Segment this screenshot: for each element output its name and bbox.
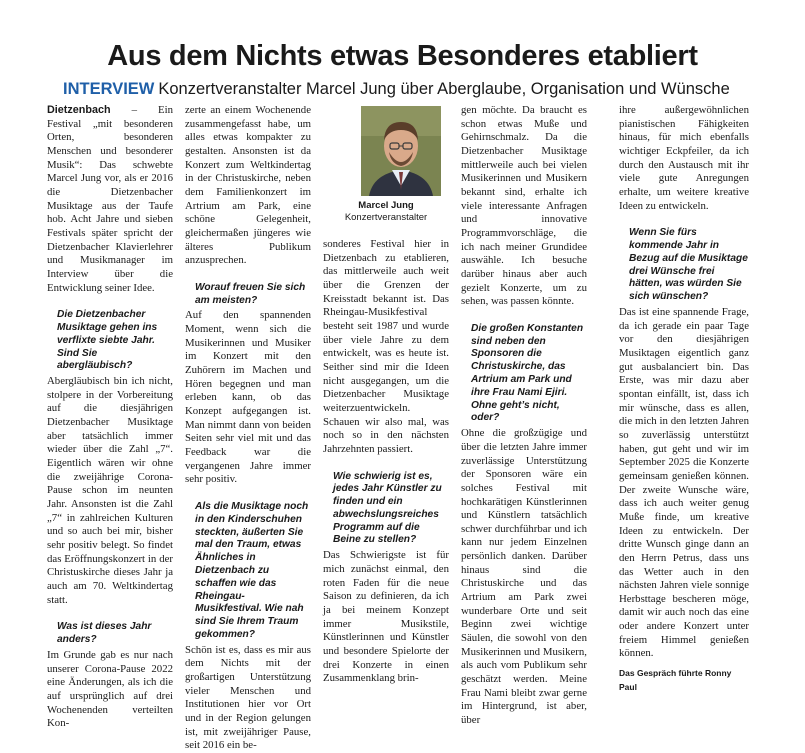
article-subheadline (63, 80, 763, 99)
question: Worauf freuen Sie sich am meisten? (195, 281, 306, 306)
answer-paragraph: Das ist eine spannende Frage, da ich gerade ein paar Tage vor den diesjährigen Musiktagen eigentlich ganz gut ausbalanciert bin. Das Erste, was mir dazu aber spontan einfällt, ist, dass ich mir wünsche, dass es allen, die mich in den letzten Jahren so zuverlässig unterstützt haben, gut geht und wir im September 2025 die Konzerte gemeinsam genießen können. Der zweite Wunsche wäre, dass ich auch weiter genug Muße finde, um kreative Ideen zu entwickeln. Der dritte Wunsch ginge dann an den Herrn Petrus, dass uns das Wetter auch in den nächsten Jahren viele sonnige Herbsttage bescheren möge, damit wir auch noch das eine oder andere Konzert unter freiem Himmel genießen können. (619, 306, 749, 660)
article-column-1 (47, 104, 173, 731)
answer-paragraph: Abergläubisch bin ich nicht, stolpere in der Vorbereitung auf die diesjährigen Dietzenbacher Musiktage aber tatsächlich immer wieder über die Zahl „7“. Eigentlich wären wir ohne die zweijährige Corona-Pause schon im neunten Jahr. Ansonsten ist die Zahl „7“ in zahlreichen Kulturen und so auch bei mir, bisher sehr positiv belegt. So findet das Eröffnungskonzert in der Christuskirche dieses Jahr ja auch am 70. Weltkindertag statt. (47, 375, 173, 606)
photo-caption-name: Marcel Jung (358, 200, 414, 211)
answer-paragraph: Im Grunde gab es nur nach unserer Corona-Pause 2022 eine Änderungen, als ich die auf ursprünglich auf drei Wochenenden verteilten Kon- (47, 648, 173, 730)
question: Als die Musiktage noch in den Kinderschuhen steckten, äußerten Sie mal den Traum, etwas Ähnliches in Dietzenbach zu schaffen wie das Rheingau-Musikfestival. Wie nah sind Sie Ihrem Traum gekommen? (195, 501, 309, 640)
portrait-photo (361, 106, 441, 196)
answer-paragraph: zerte an einem Wochenende zusammengefasst habe, um alles etwas kompakter zu gestalten. Ansonsten ist da Konzert zum Weltkindertag in der Christuskirche, neben dem Familienkonzert im Artrium am Park, eine schöne Gelegenheit, gleichermaßen jüngeres wie älteres Publikum anzusprechen. (185, 104, 311, 267)
answer-paragraph: Schön ist es, dass es mir aus dem Nichts mit der großartigen Unterstützung vieler Menschen und Institutionen hier vor Ort und in der Region gelungen ist, mit zweijähriger Pause, seit 2016 ein be- (185, 643, 311, 752)
author-byline: Das Gespräch führte Ronny Paul (619, 668, 732, 692)
article-column-4 (461, 104, 587, 728)
article-column-2 (185, 104, 311, 753)
dateline: Dietzenbach (47, 104, 111, 116)
subheadline-text: Konzertveranstalter Marcel Jung über Aberglaube, Organisation und Wünsche (158, 80, 730, 98)
question: Wie schwierig ist es, jedes Jahr Künstler zu finden und ein abwechslungsreiches Programm auf die Beine zu stellen? (333, 470, 442, 546)
question: Die Dietzenbacher Musiktage gehen ins verflixte siebte Jahr. Sind Sie abergläubisch? (57, 309, 158, 372)
answer-paragraph: gen möchte. Da braucht es schon etwas Muße und Gehirnschmalz. Da die Dietzenbacher Musiktage mittlerweile auch bei vielen Musikerinnen und Musikern bekannt sind, erhalte ich viele interessante Anfragen und innovative Programmvorschläge, die ich nach meiner Grundidee auswähle. Ich besuche darüber hinaus aber auch gezielt Konzerte, um zu sehen, was passen könnte. (461, 104, 587, 308)
intro-text: – Ein Festival „mit besonderen Orten, besonderen Menschen und besonderer Musik“: Das schwebte Marcel Jung vor, als er 2016 die Dietzenbacher Musiktage aus der Taufe hob. Acht Jahre und sieben Festivals später spricht der Dietzenbacher Klavierlehrer und Musikmanager im Interview über die Entwicklung seiner Idee. (47, 104, 173, 294)
interview-kicker: INTERVIEW (63, 80, 155, 98)
answer-paragraph: ihre außergewöhnlichen pianistischen Fähigkeiten hinaus, für mich ebenfalls wichtiger Eckpfeiler, da ich durch den Austausch mit ihr viele gute Anregungen erhalte, um weitere kreative Ideen zu entwickeln. (619, 104, 749, 212)
answer-paragraph: Ohne die großzügige und über die letzten Jahre immer zuverlässige Unterstützung der Sponsoren wäre ein solches Festival mit hochkarätigen Künstlerinnen und Künstlern tatsächlich schwer durchführbar und ich kann nur jedem Einzelnen persönlich danken. Darüber hinaus sind die Christuskirche und das Artrium am Park zwei wunderbare Orte und seit Beginn zwei wichtige Säulen, die sowohl von den Musikerinnen und Musikern, als auch vom Publikum sehr geschätzt werden. Meine Frau Nami bleibt zwar gerne im Hintergrund, ist aber, über (461, 427, 587, 726)
intro-paragraph (47, 104, 173, 295)
question: Was ist dieses Jahr anders? (57, 621, 152, 646)
article-column-5 (619, 104, 749, 694)
article-headline: Aus dem Nichts etwas Besonderes etabliert (107, 40, 698, 72)
question: Wenn Sie fürs kommende Jahr in Bezug auf die Musiktage drei Wünsche frei hätten, was würden Sie sich wünschen? (629, 227, 748, 303)
answer-paragraph: Auf den spannenden Moment, wenn sich die Musikerinnen und Musiker im Konzert mit den Zuhörern im Machen und Hören begegnen und man erleben kann, ob das Konzept aufgegangen ist. Man nimmt dann von beiden Seiten sehr viel mit und das Feedback war die vergangenen Jahre immer sehr positiv. (185, 309, 311, 486)
answer-paragraph: sonderes Festival hier in Dietzenbach zu etablieren, das mittlerweile auch weit über die Grenzen der Kreisstadt bekannt ist. Das Rheingau-Musikfestival besteht seit 1987 und wurde über viele Jahre zu dem entwickelt, was es heute ist. Seither sind mir die Ideen nicht ausgegangen, um die Dietzenbacher Musiktage weiterzuentwickeln. Schauen wir also mal, was noch so in den nächsten Jahrzehnten passiert. (323, 238, 449, 455)
photo-caption-role: Konzertveranstalter (344, 212, 428, 223)
article-column-3 (323, 238, 449, 686)
portrait-illustration (361, 106, 441, 196)
answer-paragraph: Das Schwierigste ist für mich zunächst einmal, den roten Faden für die neue Saison zu definieren, da ich ja bei meinem Konzept immer Musikstile, Künstlerinnen und Künstler und besondere Spielorte der drei Konzerte in einen Zusammenklang brin- (323, 549, 449, 685)
question: Die großen Konstanten sind neben den Sponsoren die Christuskirche, das Artrium am Park und ihre Frau Nami Ejiri. Ohne geht’s nicht, oder? (471, 322, 584, 424)
